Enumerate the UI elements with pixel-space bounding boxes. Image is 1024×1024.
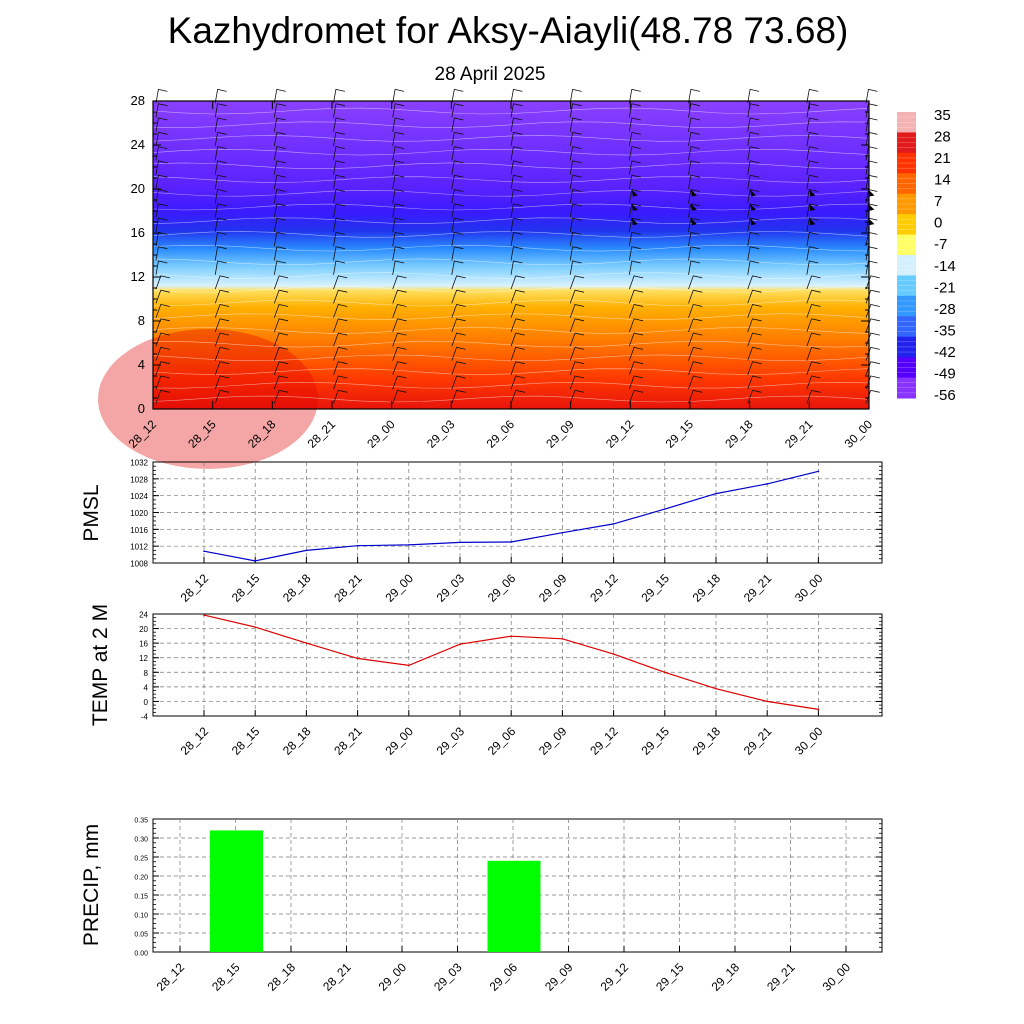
temp-xtick-label: 29_00 — [382, 724, 416, 758]
pmsl-ytick-label: 1020 — [130, 509, 148, 518]
pmsl-ytick-label: 1016 — [130, 525, 148, 535]
pmsl-point — [766, 483, 768, 485]
pmsl-xtick-label: 30_00 — [792, 571, 826, 605]
pmsl-point — [664, 508, 666, 510]
colorbar-swatch — [897, 132, 916, 153]
colorbar-label: 0 — [934, 214, 943, 232]
precip-xtick-label: 28_21 — [320, 960, 354, 994]
colorbar-swatch — [897, 214, 916, 235]
section-xtick-label: 28_12 — [125, 417, 160, 451]
temp-xtick-label: 29_18 — [689, 724, 724, 758]
temp-xtick-label: 28_18 — [280, 724, 314, 758]
pmsl-ytick-label: 1028 — [130, 475, 148, 485]
pmsl-xtick-label: 29_18 — [689, 571, 724, 605]
temp-ytick-label: 8 — [143, 668, 148, 678]
temp-xtick-label: 29_12 — [587, 724, 621, 758]
pmsl-point — [306, 550, 308, 552]
pmsl-xtick-label: 29_21 — [740, 571, 775, 605]
precip-ytick-label: 0.10 — [134, 912, 148, 920]
temp-xtick-label: 29_15 — [638, 724, 672, 758]
temp-ytick-label: 20 — [139, 625, 148, 635]
colorbar-label: -28 — [934, 300, 956, 318]
section-xtick-label: 30_00 — [841, 417, 876, 451]
temp-ytick-label: 0 — [143, 697, 148, 707]
pmsl-xtick-label: 28_18 — [280, 571, 314, 605]
pmsl-point — [715, 493, 717, 495]
precip-xtick-label: 29_00 — [375, 960, 410, 994]
colorbar-label: -49 — [934, 365, 956, 383]
pmsl-xtick-label: 29_03 — [433, 571, 468, 605]
section-xtick-label: 28_18 — [244, 417, 279, 451]
section-ytick-label: 20 — [130, 181, 145, 196]
temp-point — [562, 638, 564, 640]
colorbar-swatch — [897, 112, 916, 133]
precip-xtick-label: 30_00 — [819, 960, 854, 994]
temp-ytick-label: 16 — [139, 639, 148, 649]
pmsl-panel — [80, 459, 882, 605]
colorbar-swatch — [897, 235, 916, 256]
precip-ytick-label: 0.05 — [134, 931, 148, 939]
temp-xtick-label: 29_03 — [433, 724, 468, 758]
precip-xtick-label: 29_12 — [597, 960, 632, 994]
temp-ytick-label: 24 — [139, 610, 148, 620]
temp-point — [818, 709, 820, 711]
colorbar-swatch — [897, 173, 916, 194]
pmsl-xtick-label: 29_06 — [484, 571, 519, 605]
pmsl-xtick-label: 28_12 — [177, 571, 212, 605]
temp-xtick-label: 30_00 — [792, 724, 826, 758]
section-ytick-label: 8 — [137, 313, 145, 328]
pmsl-point — [459, 542, 461, 544]
section-xtick-label: 29_21 — [781, 417, 816, 451]
precip-ytick-label: 0.25 — [134, 855, 148, 863]
colorbar-label: 35 — [934, 107, 951, 124]
precip-xtick-label: 29_21 — [764, 960, 798, 994]
temp-point — [459, 643, 461, 645]
precip-xtick-label: 29_15 — [653, 960, 687, 994]
pmsl-point — [203, 550, 205, 552]
temp-xtick-label: 29_09 — [536, 724, 570, 758]
precip-ytick-label: 0.20 — [134, 874, 148, 882]
precip-xtick-label: 28_18 — [264, 960, 299, 994]
temp2m-panel — [89, 604, 882, 758]
temp-point — [254, 626, 256, 628]
colorbar-label: -42 — [934, 343, 956, 361]
temp-point — [715, 688, 717, 690]
temp-point — [510, 635, 512, 637]
colorbar-swatch — [897, 296, 916, 317]
precip-ytick-label: 0.00 — [134, 950, 148, 958]
colorbar-swatch — [897, 275, 916, 296]
pmsl-point — [357, 545, 359, 547]
temp-xtick-label: 29_06 — [484, 724, 519, 758]
precip-ytick-label: 0.35 — [134, 817, 148, 825]
section-xtick-label: 29_06 — [483, 417, 518, 451]
pmsl-xtick-label: 28_21 — [331, 571, 365, 605]
temp-point — [203, 614, 205, 616]
pmsl-xtick-label: 29_15 — [638, 571, 672, 605]
section-ytick-label: 24 — [130, 137, 145, 152]
section-ytick-label: 0 — [137, 401, 145, 416]
temp-xtick-label: 28_15 — [228, 724, 263, 758]
section-xtick-label: 28_15 — [185, 417, 219, 451]
colorbar-swatch — [897, 316, 916, 337]
pmsl-xtick-label: 29_00 — [382, 571, 416, 605]
precip-xtick-label: 29_03 — [431, 960, 465, 994]
colorbar-swatch — [897, 194, 916, 215]
colorbar-label: -7 — [934, 236, 948, 254]
pmsl-ytick-label: 1008 — [130, 559, 148, 569]
precip-ylabel: PRECIP, mm — [80, 823, 103, 947]
colorbar-label: -14 — [934, 257, 956, 275]
pmsl-point — [562, 532, 564, 534]
colorbar-swatch — [897, 378, 916, 399]
colorbar-label: -35 — [934, 322, 956, 340]
section-ytick-label: 4 — [137, 357, 145, 372]
precip-xtick-label: 28_12 — [153, 960, 188, 994]
section-xtick-label: 29_12 — [602, 417, 637, 451]
section-xtick-label: 29_03 — [423, 417, 458, 451]
pmsl-point — [254, 560, 256, 562]
section-xtick-label: 28_21 — [304, 417, 339, 451]
pmsl-ytick-label: 1032 — [130, 458, 148, 468]
pmsl-point — [613, 523, 615, 525]
pmsl-xtick-label: 29_09 — [536, 571, 570, 605]
precip-xtick-label: 28_15 — [209, 960, 243, 994]
section-xtick-label: 29_18 — [722, 417, 756, 451]
temp-xtick-label: 28_12 — [177, 724, 212, 758]
section-xtick-label: 29_00 — [364, 417, 398, 451]
temp-ytick-label: 4 — [143, 683, 148, 693]
temp-ytick-label: -4 — [140, 712, 148, 722]
colorbar-label: 7 — [934, 193, 943, 211]
colorbar-label: 14 — [934, 171, 951, 189]
precip-ytick-label: 0.15 — [134, 893, 148, 901]
section-warm-core — [98, 329, 318, 469]
temp-point — [766, 701, 768, 703]
precip-ytick-label: 0.30 — [134, 836, 148, 844]
pmsl-ylabel: PMSL — [80, 484, 103, 542]
colorbar-label: -56 — [934, 387, 956, 404]
section-xtick-label: 29_09 — [543, 417, 577, 451]
temp-point — [357, 658, 359, 660]
precip-bar — [210, 830, 263, 952]
pmsl-xtick-label: 29_12 — [587, 571, 621, 605]
chart-subtitle: 28 April 2025 — [434, 64, 546, 85]
temp-point — [613, 653, 615, 655]
colorbar-swatch — [897, 357, 916, 378]
colorbar-swatch — [897, 255, 916, 276]
pmsl-ytick-label: 1012 — [130, 542, 148, 552]
pmsl-ytick-label: 1024 — [130, 492, 148, 502]
temp-ylabel: TEMP at 2 M — [89, 603, 112, 727]
colorbar-label: 28 — [934, 128, 951, 146]
temp-xtick-label: 29_21 — [740, 724, 775, 758]
section-xtick-label: 29_15 — [662, 417, 697, 451]
temp-ytick-label: 12 — [139, 654, 148, 664]
colorbar-label: 21 — [934, 150, 951, 168]
temp-point — [664, 671, 666, 673]
pmsl-point — [818, 470, 820, 472]
section-ytick-label: 16 — [130, 225, 145, 240]
pmsl-point — [408, 544, 410, 546]
section-ytick-label: 28 — [130, 93, 145, 108]
vertical-section-panel — [98, 89, 880, 469]
temp-point — [408, 665, 410, 667]
section-ytick-label: 12 — [130, 269, 145, 284]
precip-bar — [488, 861, 541, 952]
colorbar-swatch — [897, 153, 916, 174]
precip-xtick-label: 29_09 — [542, 960, 576, 994]
precip-xtick-label: 29_06 — [486, 960, 521, 994]
temp-xtick-label: 28_21 — [331, 724, 365, 758]
precip-panel — [80, 818, 882, 994]
precip-xtick-label: 29_18 — [708, 960, 743, 994]
colorbar-label: -21 — [934, 279, 956, 297]
colorbar — [897, 107, 956, 404]
pmsl-xtick-label: 28_15 — [228, 571, 263, 605]
pmsl-point — [510, 541, 512, 543]
colorbar-swatch — [897, 337, 916, 358]
chart-title: Kazhydromet for Aksy-Aiayli(48.78 73.68) — [167, 10, 849, 51]
temp-point — [306, 642, 308, 644]
